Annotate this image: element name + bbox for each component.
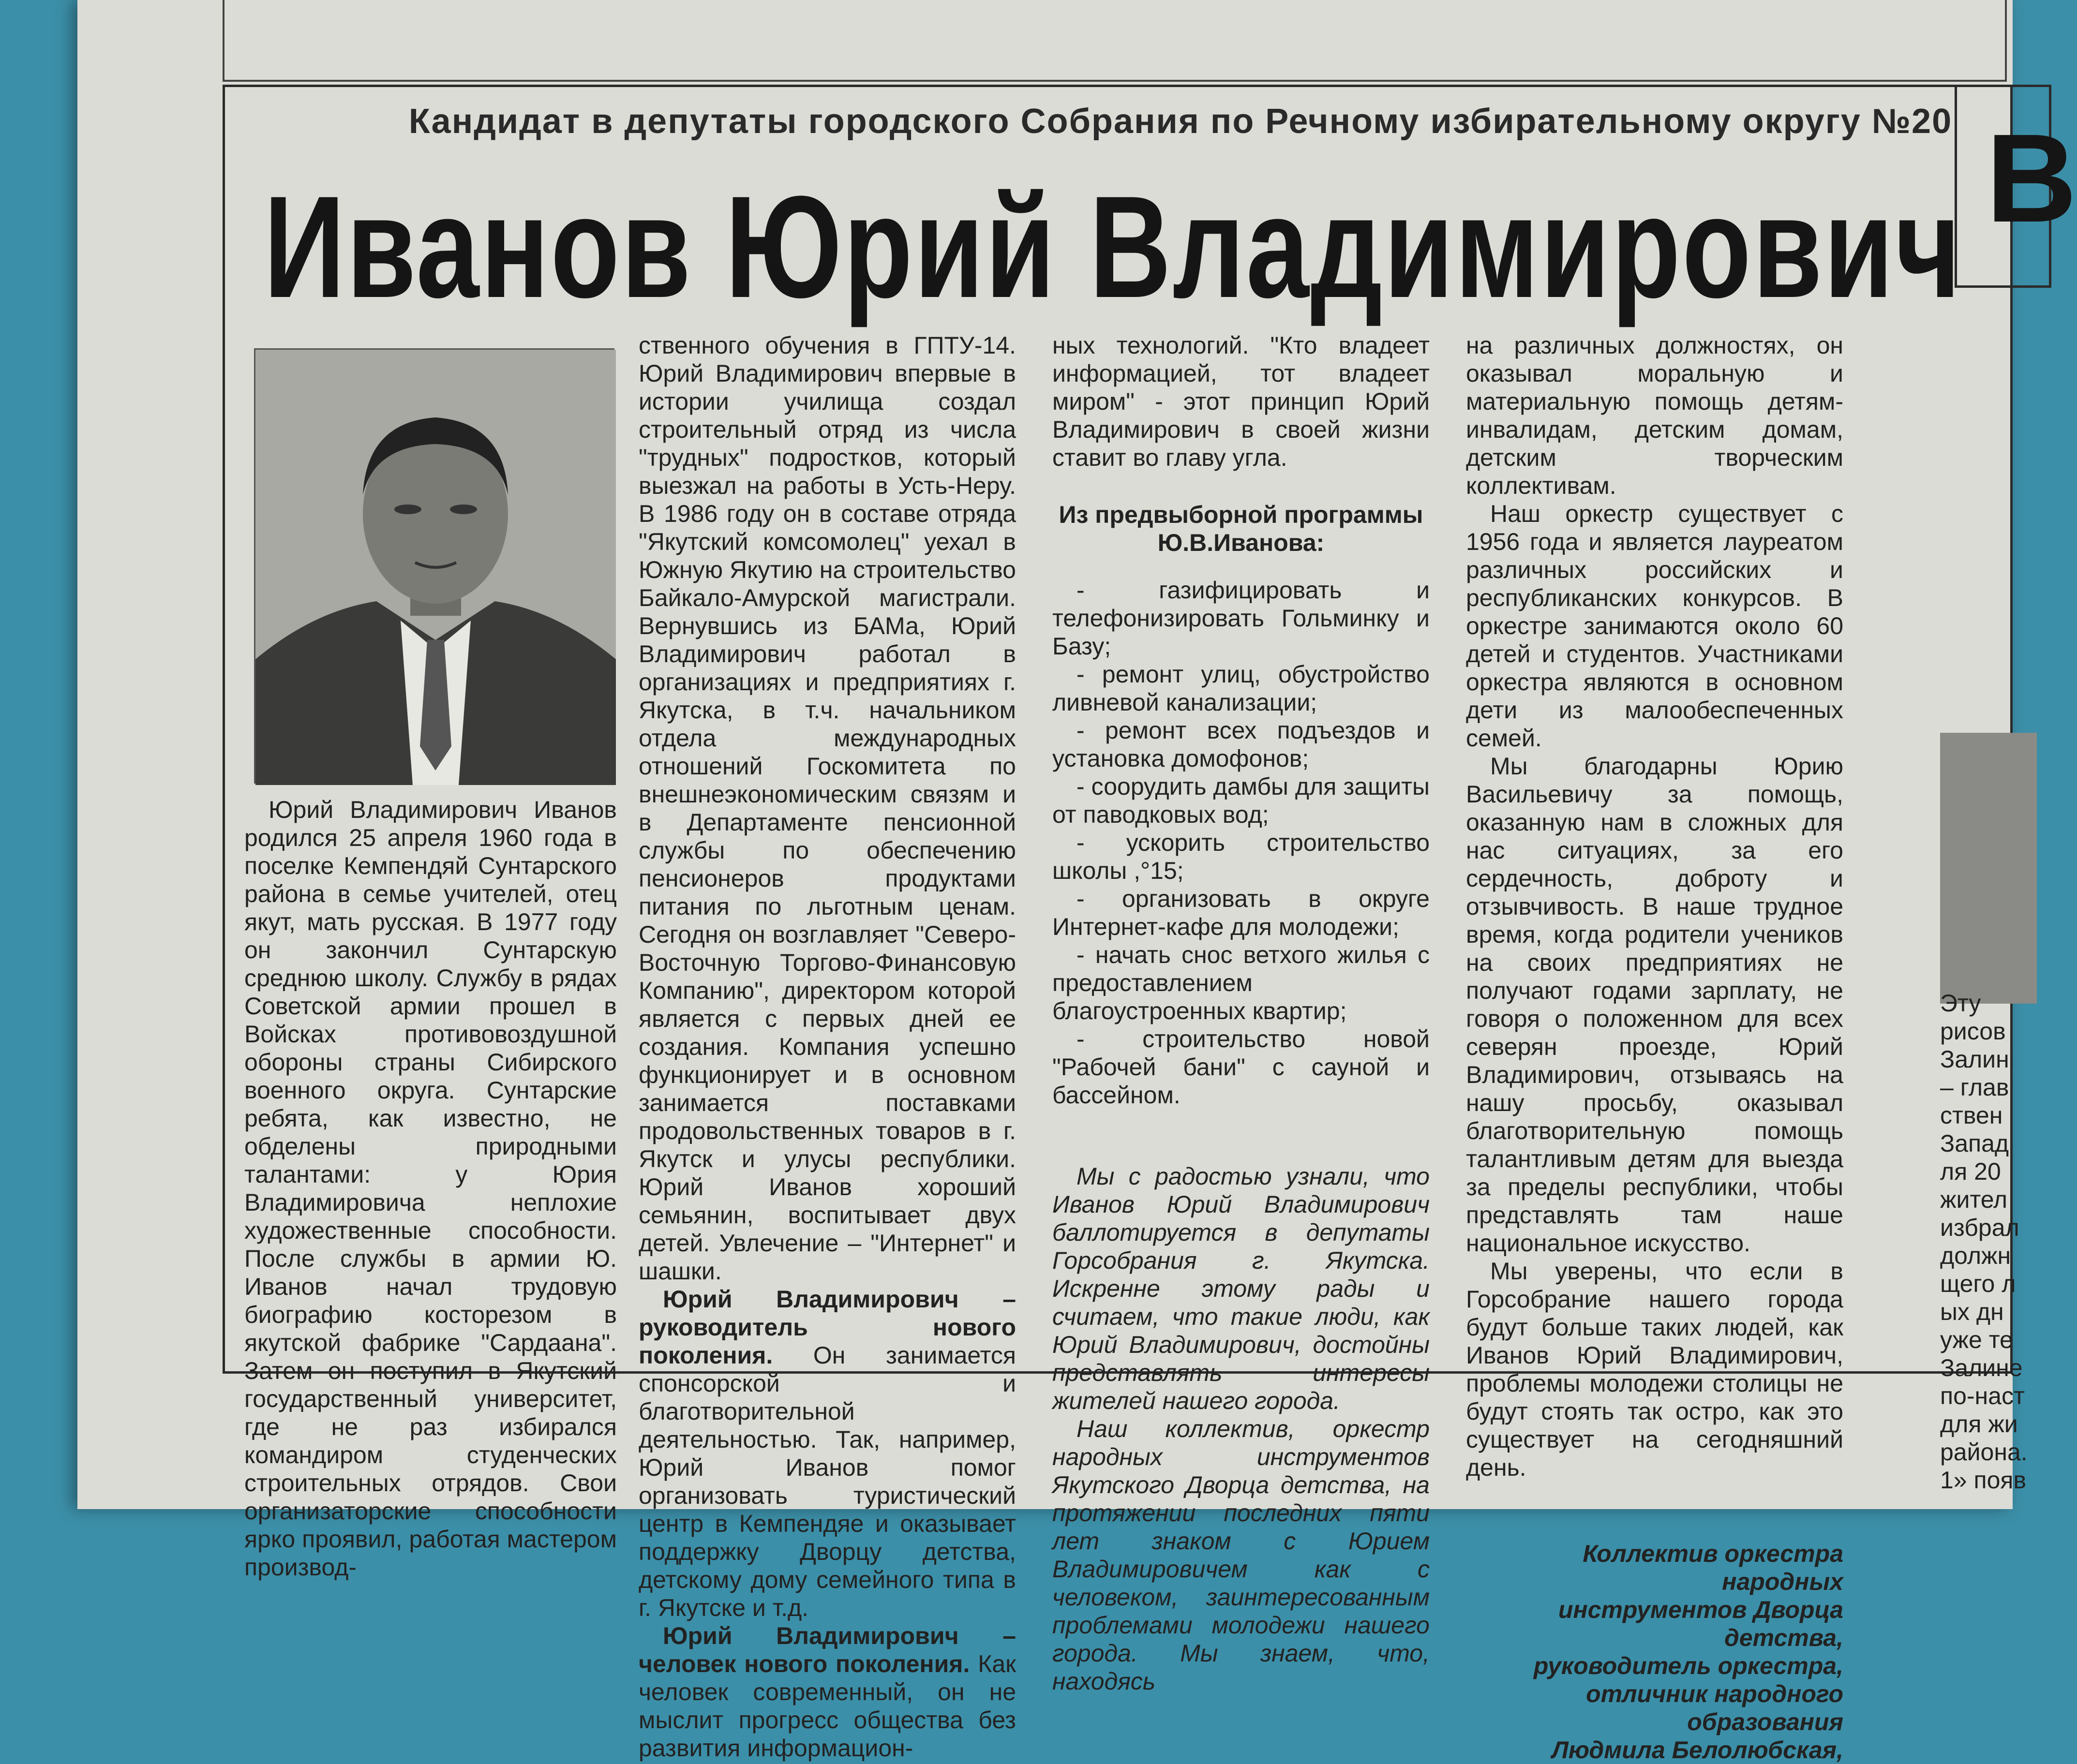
adjacent-line: для жи bbox=[1940, 1410, 2018, 1438]
program-item: - ускорить строительство школы ,°15; bbox=[1052, 829, 1430, 884]
adjacent-line: уже те bbox=[1940, 1326, 2013, 1353]
col3-paragraph-1: ных технологий. "Кто владеет информацией, тот владеет миром" - этот принцип Юрий Владимирович в своей жизни ставит во главу угла. bbox=[1052, 332, 1430, 471]
adjacent-line: района. bbox=[1940, 1438, 2028, 1466]
candidate-photo bbox=[254, 348, 614, 784]
column-4 bbox=[1466, 331, 1843, 1764]
adjacent-line: щего л bbox=[1940, 1270, 2016, 1297]
program-item: - ремонт улиц, обустройство ливневой канализации; bbox=[1052, 661, 1430, 716]
adjacent-line: ля 20 bbox=[1940, 1158, 2001, 1185]
adjacent-line: 1» появ bbox=[1940, 1467, 2027, 1494]
program-item: - ремонт всех подъездов и установка домофонов; bbox=[1052, 717, 1430, 772]
program-item: - газифицировать и телефонизировать Гольминку и Базу; bbox=[1052, 577, 1430, 660]
adjacent-headline-letter: В bbox=[1986, 108, 2077, 249]
adjacent-line: избрал bbox=[1940, 1214, 2019, 1241]
adjacent-photo bbox=[1940, 733, 2037, 1004]
signature-block bbox=[1466, 1540, 1843, 1764]
adjacent-line: – глав bbox=[1940, 1074, 2009, 1101]
adjacent-text bbox=[1940, 989, 2028, 1494]
col4-paragraph-1: на различных должностях, он оказывал моральную и материальную помощь детям-инвалидам, детским домам, детским творческим коллективам. bbox=[1466, 332, 1843, 499]
col3-paragraph-2: Мы с радостью узнали, что Иванов Юрий Владимирович баллотируется в депутаты Горсобрания г. Якутска. Искренне этому рады и считаем, что такие люди, как Юрий Владимирович, достойны представлять интересы жителей нашего города. bbox=[1052, 1163, 1430, 1414]
col2-text-2: Он занимается спонсорской и благотворительной деятельностью. Так, например, Юрий Иванов помог организовать туристический центр в Кемпендяе и оказывает поддержку Дворцу детства, детскому дому семейного типа в г. Якутске и т.д. bbox=[639, 1342, 1016, 1621]
col2-paragraph-1: ственного обучения в ГПТУ-14. Юрий Владимирович впервые в истории училища создал строительный отряд из числа "трудных" подростков, который выезжал на работы в Усть-Неру. В 1986 году он в составе отряда "Якутский комсомолец" уехал в Южную Якутию на строительство Байкало-Амурской магистрали. Вернувшись из БАМа, Юрий Владимирович работал в организациях и предприятиях г. Якутска, в т.ч. начальником отдела международных отношений Госкомитета по внешнеэкономическим связям и в Департаменте пенсионной службы по обеспечению пенсионеров продуктами питания по льготным ценам. Сегодня он возглавляет "Северо-Восточную Торгово-Финансовую Компанию", директором которой является с первых дней ее создания. Компания успешно функционирует и в основном занимается поставками продовольственных товаров в г. Якутск и улусы республики. Юрий Иванов хороший семьянин, воспитывает двух детей. Увлечение – "Интернет" и шашки. bbox=[639, 332, 1016, 1285]
adjacent-line: Эту bbox=[1940, 990, 1981, 1017]
program-item: - соорудить дамбы для защиты от паводковых вод; bbox=[1052, 773, 1430, 828]
adjacent-headline-box bbox=[1955, 85, 2077, 288]
col2-paragraph-2 bbox=[639, 1285, 1016, 1622]
col2-lead-1: Юрий Владимирович – руководитель нового поколения. bbox=[639, 1286, 1016, 1369]
col2-text-3: Как человек современный, он не мыслит прогресс общества без развития информацион- bbox=[639, 1650, 1016, 1762]
column-2 bbox=[639, 331, 1016, 1762]
adjacent-line: Залин bbox=[1940, 1046, 2009, 1073]
col2-lead-2: Юрий Владимирович – человек нового поколения. bbox=[639, 1622, 1016, 1677]
program-list bbox=[1052, 576, 1430, 1109]
adjacent-line: ствен bbox=[1940, 1102, 2003, 1129]
adjacent-line: ых дн bbox=[1940, 1298, 2004, 1325]
column-3 bbox=[1052, 331, 1430, 1695]
article-headline: Иванов Юрий Владимирович bbox=[264, 165, 1962, 328]
col2-paragraph-3 bbox=[639, 1622, 1016, 1762]
adjacent-line: Залине bbox=[1940, 1354, 2023, 1381]
adjacent-line: рисов bbox=[1940, 1018, 2006, 1045]
program-title: Из предвыборной программы Ю.В.Иванова: bbox=[1059, 501, 1423, 556]
col4-paragraph-2: Наш оркестр существует с 1956 года и является лауреатом различных российских и республиканских конкурсов. В оркестре занимаются около 60 детей и студентов. Участниками оркестра являются в основном дети из малообеспеченных семей. bbox=[1466, 500, 1843, 752]
col4-paragraph-4: Мы уверены, что если в Горсобрание нашего города будут больше таких людей, как Иванов Юрий Владимирович, проблемы молодежи столицы не будут стоять так остро, как это существует на сегодняшний день. bbox=[1466, 1258, 1843, 1481]
col3-paragraph-3: Наш коллектив, оркестр народных инструментов Якутского Дворца детства, на протяжении последних пяти лет знаком с Юрием Владимировичем как с человеком, заинтересованным проблемами молодежи нашего города. Мы знаем, что, находясь bbox=[1052, 1415, 1430, 1695]
adjacent-line: должн bbox=[1940, 1242, 2011, 1269]
signature-line: руководитель оркестра, bbox=[1533, 1652, 1843, 1679]
adjacent-article-strip bbox=[1940, 85, 2077, 1494]
signature-line: отличник народного образования bbox=[1586, 1680, 1843, 1735]
program-item: - строительство новой "Рабочей бани" с сауной и бассейном. bbox=[1052, 1025, 1430, 1109]
signature-line: Людмила Белолюбская, bbox=[1552, 1736, 1843, 1764]
program-item: - начать снос ветхого жилья с предоставлением благоустроенных квартир; bbox=[1052, 941, 1430, 1024]
biography-paragraph: Юрий Владимирович Иванов родился 25 апреля 1960 года в поселке Кемпендяй Сунтарского района в семье учителей, отец якут, мать русская. В 1977 году он закончил Сунтарскую среднюю школу. Службу в рядах Советской армии прошел в Войсках противовоздушной обороны страны Сибирского военного округа. Сунтарские ребята, как известно, не обделены природными талантами: у Юрия Владимировича неплохие художественные способности. После службы в армии Ю. Иванов начал трудовую биографию косторезом в якутской фабрике "Сардаана". Затем он поступил в Якутский государственный университет, где не раз избирался командиром студенческих строительных отрядов. Свои организаторские способности ярко проявил, работая мастером производ- bbox=[244, 796, 617, 1581]
col4-paragraph-3: Мы благодарны Юрию Васильевичу за помощь, оказанную нам в сложных для нас ситуациях, за его сердечность, доброту и отзывчивость. В наше трудное время, когда родители учеников на своих предприятиях не получают годами зарплату, не говоря о положенном для всех северян проезде, Юрий Владимирович, отзываясь на нашу просьбу, оказывал благотворительную помощь талантливым детям для выезда за пределы республики, чтобы представлять там наше национальное искусство. bbox=[1466, 753, 1843, 1257]
adjacent-line: жител bbox=[1940, 1186, 2008, 1213]
signature-line: инструментов Дворца детства, bbox=[1558, 1596, 1843, 1651]
adjacent-line: по-наст bbox=[1940, 1382, 2025, 1409]
program-item: - организовать в округе Интернет-кафе для молодежи; bbox=[1052, 885, 1430, 940]
newspaper-page bbox=[77, 0, 2077, 1764]
column-biography-caption bbox=[244, 796, 617, 1581]
portrait-image bbox=[255, 350, 616, 785]
top-column-rule bbox=[223, 0, 2007, 82]
signature-line: Коллектив оркестра народных bbox=[1583, 1540, 1843, 1595]
adjacent-line: Запад bbox=[1940, 1130, 2009, 1157]
article-kicker: Кандидат в депутаты городского Собрания по Речному избирательному округу №20 bbox=[408, 102, 1953, 141]
